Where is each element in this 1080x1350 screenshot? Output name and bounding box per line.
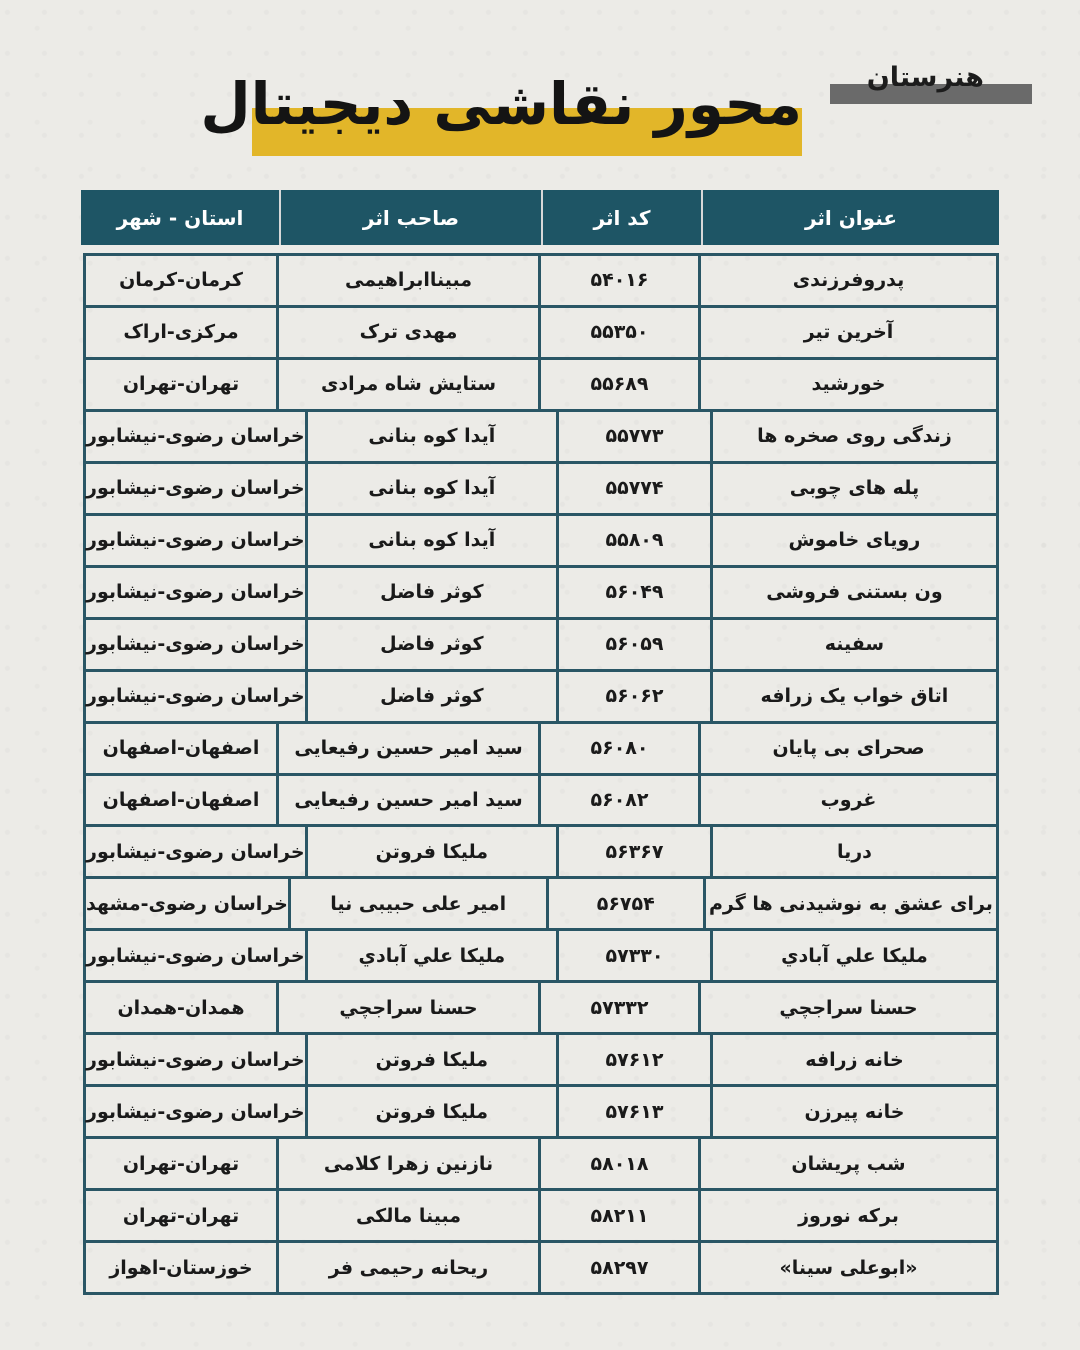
cell-code: ۵۸۲۹۷ xyxy=(538,1243,698,1292)
cell-title: زندگی روی صخره ها xyxy=(710,412,996,461)
cell-owner: نازنین زهرا کلامی xyxy=(276,1139,538,1188)
cell-location: خراسان رضوی-نیشابور xyxy=(86,581,305,604)
cell-owner: ملیکا فروتن xyxy=(305,827,557,876)
cell-code: ۵۷۶۱۲ xyxy=(556,1035,710,1084)
cell-code: ۵۷۶۱۳ xyxy=(556,1087,710,1136)
cell-location: خوزستان-اهواز xyxy=(109,1256,253,1279)
cell-location: خراسان رضوی-مشهد xyxy=(86,892,288,915)
cell-code: ۵۵۳۵۰ xyxy=(538,308,698,357)
column-header-location: استان - شهر xyxy=(81,190,279,245)
cell-title: پدروفرزندی xyxy=(698,256,996,305)
table-row xyxy=(86,568,996,620)
cell-owner: آیدا کوه بنانی xyxy=(305,516,557,565)
table-row xyxy=(86,1035,996,1087)
table-row xyxy=(86,620,996,672)
cell-title: ون بستنی فروشی xyxy=(710,568,996,617)
cell-title: ملیکا علي آبادي xyxy=(710,931,996,980)
cell-owner: ملیکا فروتن xyxy=(305,1035,557,1084)
cell-owner: مهدی ترک xyxy=(276,308,538,357)
cell-code: ۵۶۳۶۷ xyxy=(556,827,710,876)
cell-location: خراسان رضوی-نیشابور xyxy=(86,840,305,863)
cell-owner: امیر علی حبیبی نیا xyxy=(288,879,546,928)
column-header-owner: صاحب اثر xyxy=(279,190,541,245)
table-row xyxy=(86,256,996,308)
cell-location: خراسان رضوی-نیشابور xyxy=(86,633,305,656)
cell-code: ۵۶۰۸۲ xyxy=(538,776,698,825)
cell-code: ۵۴۰۱۶ xyxy=(538,256,698,305)
cell-code: ۵۷۳۳۰ xyxy=(556,931,710,980)
cell-title: غروب xyxy=(698,776,996,825)
table-row xyxy=(86,672,996,724)
cell-code: ۵۵۸۰۹ xyxy=(556,516,710,565)
cell-location: تهران-تهران xyxy=(122,1204,240,1227)
table-row xyxy=(86,879,996,931)
cell-owner: ریحانه رحیمی فر xyxy=(276,1243,538,1292)
table-row xyxy=(86,1087,996,1139)
cell-title: دریا xyxy=(710,827,996,876)
cell-location: خراسان رضوی-نیشابور xyxy=(86,944,305,967)
table-row xyxy=(86,983,996,1035)
cell-location: همدان-همدان xyxy=(117,996,245,1019)
cell-location: تهران-تهران xyxy=(122,373,240,396)
cell-location: اصفهان-اصفهان xyxy=(102,789,260,811)
cell-code: ۵۶۰۶۲ xyxy=(556,672,710,721)
cell-code: ۵۶۰۵۹ xyxy=(556,620,710,669)
cell-location: خراسان رضوی-نیشابور xyxy=(86,425,305,448)
cell-location: خراسان رضوی-نیشابور xyxy=(86,685,305,708)
cell-code: ۵۵۶۸۹ xyxy=(538,360,698,409)
cell-code: ۵۶۷۵۴ xyxy=(546,879,703,928)
cell-owner: سید امیر حسین رفیعایی xyxy=(276,724,538,773)
cell-title: آخرین تیر xyxy=(698,308,996,357)
cell-owner: حسنا سراجچي xyxy=(276,983,538,1032)
cell-title: برای عشق به نوشیدنی ها گرم xyxy=(703,879,996,928)
cell-title: شب پریشان xyxy=(698,1139,996,1188)
page-title: محور نقاشی دیجیتال xyxy=(200,70,802,138)
cell-owner: ملیکا فروتن xyxy=(305,1087,557,1136)
cell-title: برکه نوروز xyxy=(698,1191,996,1240)
cell-owner: ستایش شاه مرادی xyxy=(276,360,538,409)
cell-owner: آیدا کوه بنانی xyxy=(305,464,557,513)
table-row xyxy=(86,776,996,828)
cell-title: حسنا سراجچي xyxy=(698,983,996,1032)
table-row xyxy=(86,1191,996,1243)
cell-location: خراسان رضوی-نیشابور xyxy=(86,477,305,500)
cell-owner: کوثر فاضل xyxy=(305,672,557,721)
cell-code: ۵۸۲۱۱ xyxy=(538,1191,698,1240)
cell-location: کرمان-کرمان xyxy=(119,269,243,292)
cell-code: ۵۵۷۷۳ xyxy=(556,412,710,461)
cell-owner: ملیکا علي آبادي xyxy=(305,931,557,980)
cell-location: تهران-تهران xyxy=(122,1152,240,1175)
cell-title: خورشید xyxy=(698,360,996,409)
cell-title: خانه پیرزن xyxy=(710,1087,996,1136)
cell-code: ۵۷۳۳۲ xyxy=(538,983,698,1032)
cell-code: ۵۵۷۷۴ xyxy=(556,464,710,513)
cell-owner: کوثر فاضل xyxy=(305,568,557,617)
table-row xyxy=(86,1139,996,1191)
cell-title: پله های چوبی xyxy=(710,464,996,513)
cell-location: خراسان رضوی-نیشابور xyxy=(86,1048,305,1071)
table-row xyxy=(86,724,996,776)
cell-title: صحرای بی پایان xyxy=(698,724,996,773)
cell-owner: مبینا مالکی xyxy=(276,1191,538,1240)
table-row xyxy=(86,516,996,568)
column-header-code: کد اثر xyxy=(541,190,701,245)
table-row xyxy=(86,412,996,464)
cell-title: سفینه xyxy=(710,620,996,669)
cell-owner: آیدا کوه بنانی xyxy=(305,412,557,461)
cell-code: ۵۶۰۸۰ xyxy=(538,724,698,773)
table-row xyxy=(86,360,996,412)
cell-owner: مبیناابراهیمی xyxy=(276,256,538,305)
column-header-title: عنوان اثر xyxy=(701,190,999,245)
cell-owner: کوثر فاضل xyxy=(305,620,557,669)
table-header xyxy=(81,190,999,245)
cell-location: خراسان رضوی-نیشابور xyxy=(86,1100,305,1123)
cell-owner: سید امیر حسین رفیعایی xyxy=(276,776,538,825)
cell-location: خراسان رضوی-نیشابور xyxy=(86,529,305,552)
table-row xyxy=(86,931,996,983)
cell-title: رویای خاموش xyxy=(710,516,996,565)
cell-location: مرکزی-اراک xyxy=(123,321,239,344)
table-row xyxy=(86,827,996,879)
table-row xyxy=(86,1243,996,1292)
cell-location: اصفهان-اصفهان xyxy=(102,737,260,760)
cell-title: «ابوعلی سینا» xyxy=(698,1243,996,1292)
table-row xyxy=(86,464,996,516)
tag-label: هنرستان xyxy=(866,62,984,93)
cell-title: خانه زرافه xyxy=(710,1035,996,1084)
table-row xyxy=(86,308,996,360)
cell-code: ۵۶۰۴۹ xyxy=(556,568,710,617)
artworks-table xyxy=(83,253,999,1295)
cell-title: اتاق خواب یک زرافه xyxy=(710,672,996,721)
cell-code: ۵۸۰۱۸ xyxy=(538,1139,698,1188)
